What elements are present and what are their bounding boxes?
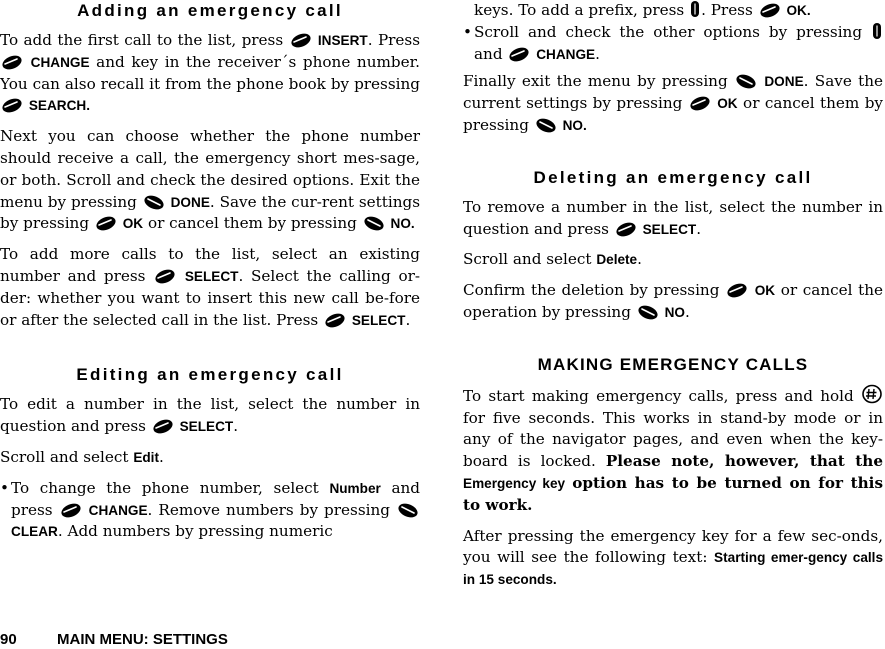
left-softkey-icon — [324, 312, 346, 328]
editing-bullet-1: • To change the phone number, select Number and press CHANGE. Remove numbers by pressing CLEAR. Add numbers by pressing numeric — [0, 478, 421, 541]
bullet-dot: • — [0, 478, 9, 497]
left-softkey-icon — [60, 502, 82, 518]
page-footer — [0, 631, 228, 649]
editing-paragraph-2: Scroll and select Edit. — [0, 447, 164, 466]
insert-label: INSERT — [317, 33, 368, 48]
left-softkey-icon — [290, 32, 312, 48]
ok-label: OK — [754, 283, 776, 299]
editing-bullet-2: • Scroll and check the other options by pressing and CHANGE. — [463, 22, 883, 66]
delete-label: Delete — [596, 252, 638, 268]
done-label: DONE — [764, 74, 804, 90]
ok-label: OK — [122, 216, 144, 232]
no-label: NO. — [562, 117, 587, 133]
right-softkey-icon — [143, 194, 165, 210]
editing-heading: Editing an emergency call — [76, 365, 344, 385]
left-softkey-icon — [689, 95, 711, 111]
emergency-hash-key-icon — [862, 384, 882, 404]
making-paragraph-1: To start making emergency calls, press and hold for five seconds. This works in stand-by mode or in any of the navigator pages, and even when the key-board is locked. Please note, however, that the Emergency key option has to be turned on for this to work. — [463, 384, 883, 517]
clear-label: CLEAR — [11, 524, 58, 540]
search-label: SEARCH. — [28, 98, 91, 114]
adding-paragraph-3: To add more calls to the list, select an existing number and press SELECT. Select the calling or-der: whether you want to insert this new call be-fore or after the selected call in the list. Press SELECT. — [0, 245, 420, 329]
adding-heading: Adding an emergency call — [77, 1, 343, 20]
right-softkey-icon — [735, 73, 757, 89]
making-paragraph-2: After pressing the emergency key for a few sec-onds, you will see the following text: Starting emer-gency calls in 15 seconds. — [463, 526, 883, 588]
no-label: NO — [664, 304, 685, 320]
ok-label: OK. — [786, 3, 811, 18]
left-softkey-icon — [615, 221, 637, 237]
select-label: SELECT — [642, 221, 697, 237]
right-softkey-icon — [535, 117, 557, 133]
starting-message: Starting emer-gency calls in 15 seconds. — [463, 550, 883, 588]
ok-label: OK — [717, 96, 738, 112]
select-label: SELECT — [351, 312, 406, 328]
change-label: CHANGE — [536, 46, 596, 62]
adding-paragraph-2: Next you can choose whether the phone number should receive a call, the emergency short mes-sage, or both. Scroll and check the desired options. Exit the menu by pressing DONE. Save the cur-rent settings by pressing OK or cancel them by pressing NO. — [0, 127, 420, 233]
page-number: 90 — [0, 631, 17, 648]
right-softkey-icon — [637, 304, 659, 320]
change-label: CHANGE — [30, 54, 90, 70]
note-text: Please note, however, that the — [605, 452, 883, 471]
deleting-heading: Deleting an emergency call — [533, 167, 813, 187]
right-softkey-icon — [397, 502, 419, 518]
left-softkey-icon — [508, 46, 530, 62]
scroll-key-icon — [872, 22, 882, 40]
deleting-paragraph-2: Scroll and select Delete. — [463, 250, 642, 269]
left-column — [0, 0, 420, 543]
left-softkey-icon — [1, 54, 23, 70]
left-softkey-icon — [152, 418, 174, 434]
left-softkey-icon — [726, 282, 748, 298]
no-label: NO. — [390, 216, 415, 232]
deleting-paragraph-1: To remove a number in the list, select the number in question and press SELECT. — [463, 197, 883, 238]
emergency-key-label: Emergency key — [463, 475, 566, 491]
left-softkey-icon — [95, 215, 117, 231]
edit-label: Edit — [133, 449, 159, 465]
section-title: MAIN MENU: SETTINGS — [57, 631, 228, 648]
select-label: SELECT — [184, 268, 239, 284]
right-softkey-icon — [363, 215, 385, 231]
left-softkey-icon — [759, 2, 781, 18]
left-softkey-icon — [1, 97, 23, 113]
bullet-continuation: keys. To add a prefix, press . Press OK. — [474, 1, 811, 19]
number-label: Number — [329, 480, 381, 496]
note-text: option has to be turned on for this to work. — [463, 473, 883, 514]
right-column — [463, 0, 883, 591]
making-calls-heading: MAKING EMERGENCY CALLS — [537, 354, 809, 374]
left-softkey-icon — [154, 268, 176, 284]
editing-paragraph-1: To edit a number in the list, select the number in question and press SELECT. — [0, 395, 420, 436]
bullet-dot: • — [463, 22, 472, 41]
done-label: DONE — [170, 194, 210, 210]
editing-paragraph-3: Finally exit the menu by pressing DONE. Save the current settings by pressing OK or cancel them by pressing NO. — [463, 72, 884, 134]
deleting-paragraph-3: Confirm the deletion by pressing OK or cancel the operation by pressing NO. — [463, 281, 883, 321]
change-label: CHANGE — [88, 502, 148, 518]
scroll-key-icon — [690, 0, 700, 18]
adding-paragraph-1: To add the first call to the list, press INSERT. Press CHANGE and key in the receiver´s phone number. You can also recall it from the phone book by pressing SEARCH. — [0, 31, 421, 114]
select-label: SELECT — [179, 419, 234, 435]
